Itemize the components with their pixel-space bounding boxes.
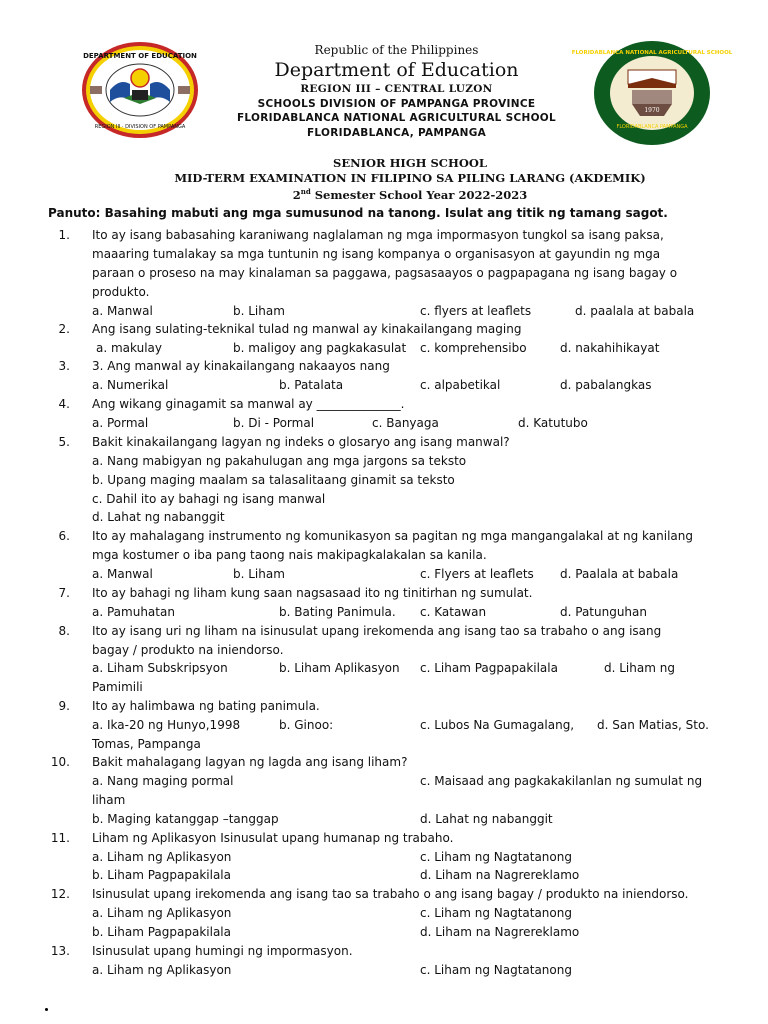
question-text-11: Liham ng Aplikasyon Isinusulat upang humanap ng trabaho. — [92, 831, 454, 845]
choice-10-b: b. Maging katanggap –tanggap — [92, 812, 279, 826]
question-number-7: 7. — [58, 586, 70, 600]
choice-7-b: b. Bating Panimula. — [279, 605, 396, 619]
question-text-1: paraan o proseso na may kinalaman sa paggawa, pagsasaayos o pagpapagana ng isang bagay o — [92, 266, 678, 280]
question-number-11: 11. — [50, 831, 70, 845]
question-number-12: 12. — [50, 887, 70, 901]
choice-9-c: c. Lubos Na Gumagalang, — [420, 718, 575, 732]
question-text-1: produkto. — [92, 285, 150, 299]
choice-11-b: b. Liham Pagpapakilala — [92, 868, 231, 882]
choice-3-b: b. Patalata — [279, 378, 344, 392]
right-seal-place: FLORIDABLANCA PAMPANGA — [616, 124, 688, 130]
question-text-5: Bakit kinakailangang lagyan ng indeks o glosaryo ang isang manwal? — [92, 435, 510, 449]
choice-8-d: d. Liham ng — [604, 661, 675, 675]
question-text-1: Ito ay isang babasahing karaniwang naglalaman ng mga impormasyon tungkol sa isang paksa, — [92, 228, 664, 242]
right-seal-year: 1970 — [644, 107, 660, 114]
choice-4-b: b. Di - Pormal — [233, 416, 315, 430]
choice-11-c: c. Liham ng Nagtatanong — [420, 850, 572, 864]
question-text-2: Ang isang sulating-teknikal tulad ng manwal ay kinakailangang maging — [92, 322, 522, 336]
question-number-3: 3. — [58, 359, 70, 373]
choice-7-d: d. Patunguhan — [560, 605, 647, 619]
choice-7-a: a. Pamuhatan — [92, 605, 175, 619]
question-number-4: 4. — [58, 397, 70, 411]
department-line: Department of Education — [274, 59, 519, 81]
choice-2-a: a. makulay — [96, 341, 162, 355]
deped-seal-logo — [80, 40, 200, 140]
question-number-5: 5. — [58, 435, 70, 449]
choice-12-c: c. Liham ng Nagtatanong — [420, 906, 572, 920]
choice-8-a: a. Liham Subskripsyon — [92, 661, 228, 675]
choice-2-d: d. nakahihikayat — [560, 341, 660, 355]
left-seal-top-text: DEPARTMENT OF EDUCATION — [83, 52, 197, 60]
question-number-13: 13. — [50, 944, 70, 958]
choice-4-a: a. Pormal — [92, 416, 149, 430]
choice-9-b: b. Ginoo: — [279, 718, 334, 732]
exam-title: MID-TERM EXAMINATION IN FILIPINO SA PILING LARANG (AKDEMIK) — [174, 170, 646, 185]
region-line: REGION III – CENTRAL LUZON — [300, 83, 493, 95]
choice-3-a: a. Numerikal — [92, 378, 169, 392]
letterhead — [200, 42, 593, 140]
instructions: Panuto: Basahing mabuti ang mga sumusunod na tanong. Isulat ang titik ng tamang sagot. — [48, 206, 668, 220]
choice-1-a: a. Manwal — [92, 304, 153, 318]
choice-3-d: d. pabalangkas — [560, 378, 652, 392]
question-text-12: Isinusulat upang irekomenda ang isang tao sa trabaho o ang isang bagay / produkto na iniendorso. — [92, 887, 689, 901]
question-text-4: Ang wikang ginagamit sa manwal ay ______________. — [92, 397, 405, 411]
semester-suffix: nd — [300, 187, 311, 196]
question-number-6: 6. — [58, 529, 70, 543]
choice-3-c: c. alpabetikal — [420, 378, 501, 392]
choice-5-c: c. Dahil ito ay bahagi ng isang manwal — [92, 492, 326, 506]
question-text-3: 3. Ang manwal ay kinakailangang nakaayos nang — [92, 359, 390, 373]
question-text-6: mga kostumer o iba pang taong nais makipagkalakalan sa kanila. — [92, 548, 487, 562]
choice-1-b: b. Liham — [233, 304, 285, 318]
question-number-1: 1. — [58, 228, 70, 242]
choice-10-c: liham — [92, 793, 126, 807]
choice-5-d: d. Lahat ng nabanggit — [92, 510, 225, 524]
choice-9-a: a. Ika-20 ng Hunyo,1998 — [92, 718, 241, 732]
choice-4-c: c. Banyaga — [372, 416, 439, 430]
question-number-8: 8. — [58, 624, 70, 638]
location-line: FLORIDABLANCA, PAMPANGA — [306, 126, 487, 139]
choice-9-d: Tomas, Pampanga — [92, 737, 201, 751]
question-text-1: maaaring tumalakay sa mga tuntunin ng isang kompanya o organisasyon at gayundin ng mga — [92, 247, 661, 261]
left-seal-bottom-text: REGION III · DIVISION OF PAMPANGA — [94, 124, 186, 130]
choice-10-d: d. Lahat ng nabanggit — [420, 812, 553, 826]
choice-12-d: d. Liham na Nagrereklamo — [420, 925, 580, 939]
choice-2-c: c. komprehensibo — [420, 341, 527, 355]
level-line: SENIOR HIGH SCHOOL — [333, 156, 487, 170]
question-text-10: Bakit mahalagang lagyan ng lagda ang isang liham? — [92, 755, 408, 769]
choice-11-a: a. Liham ng Aplikasyon — [92, 850, 232, 864]
question-text-6: Ito ay mahalagang instrumento ng komunikasyon sa pagitan ng mga mangangalakal at ng kanilang — [92, 529, 693, 543]
choice-13-c: c. Liham ng Nagtatanong — [420, 963, 572, 977]
choice-1-c: c. flyers at leaflets — [420, 304, 532, 318]
choice-2-b: b. maligoy ang pagkakasulat — [233, 341, 407, 355]
division-line: SCHOOLS DIVISION OF PAMPANGA PROVINCE — [257, 97, 536, 110]
right-seal-text: FLORIDABLANCA NATIONAL AGRICULTURAL SCHOOL — [571, 50, 733, 56]
choice-6-b: b. Liham — [233, 567, 285, 581]
choice-4-d: d. Katutubo — [518, 416, 588, 430]
republic-line: Republic of the Philippines — [314, 43, 479, 57]
question-text-8: bagay / produkto na iniendorso. — [92, 643, 284, 657]
choice-10-a: a. Nang maging pormal — [92, 774, 234, 788]
choice-9-d: d. San Matias, Sto. — [597, 718, 709, 732]
choice-5-a: a. Nang mabigyan ng pakahulugan ang mga jargons sa teksto — [92, 454, 467, 468]
choice-8-c: c. Liham Pagpapakilala — [420, 661, 558, 675]
choice-13-a: a. Liham ng Aplikasyon — [92, 963, 232, 977]
question-text-13: Isinusulat upang humingi ng impormasyon. — [92, 944, 353, 958]
choice-6-d: d. Paalala at babala — [560, 567, 679, 581]
choice-1-d: d. paalala at babala — [575, 304, 695, 318]
question-number-2: 2. — [58, 322, 70, 336]
school-seal-logo — [571, 38, 733, 148]
choice-6-c: c. Flyers at leaflets — [420, 567, 534, 581]
semester-number: 2 — [292, 187, 301, 202]
choice-10-c: c. Maisaad ang pagkakakilanlan ng sumulat ng — [420, 774, 703, 788]
choice-6-a: a. Manwal — [92, 567, 153, 581]
choice-11-d: d. Liham na Nagrereklamo — [420, 868, 580, 882]
choice-8-b: b. Liham Aplikasyon — [279, 661, 400, 675]
exam-title-block — [60, 156, 760, 202]
choice-12-b: b. Liham Pagpapakilala — [92, 925, 231, 939]
school-line: FLORIDABLANCA NATIONAL AGRICULTURAL SCHOOL — [236, 112, 557, 124]
choice-7-c: c. Katawan — [420, 605, 487, 619]
question-text-8: Ito ay isang uri ng liham na isinusulat upang irekomenda ang isang tao sa trabaho o ang isang — [92, 624, 662, 638]
page-dot — [45, 1008, 48, 1011]
choice-12-a: a. Liham ng Aplikasyon — [92, 906, 232, 920]
semester-line — [60, 185, 760, 202]
question-number-10: 10. — [50, 755, 70, 769]
semester-text: Semester School Year 2022-2023 — [310, 187, 528, 202]
question-text-9: Ito ay halimbawa ng bating panimula. — [92, 699, 320, 713]
question-text-7: Ito ay bahagi ng liham kung saan nagsasaad ito ng tinitirhan ng sumulat. — [92, 586, 533, 600]
choice-8-d: Pamimili — [92, 680, 143, 694]
question-number-9: 9. — [58, 699, 70, 713]
choice-5-b: b. Upang maging maalam sa talasalitaang ginamit sa teksto — [92, 473, 455, 487]
